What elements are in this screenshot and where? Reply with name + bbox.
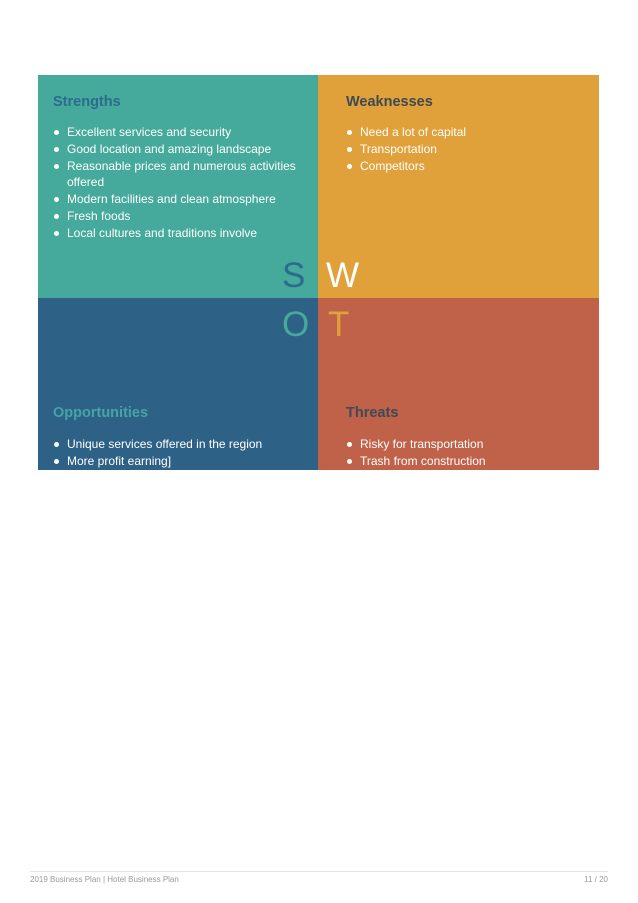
list-item: Excellent services and security xyxy=(53,124,298,141)
footer-page-number: 11 / 20 xyxy=(584,875,608,884)
opportunities-list xyxy=(53,436,303,520)
list-item: Local cultures and traditions involve xyxy=(53,225,298,242)
list-item: Job opportunities xyxy=(53,503,303,520)
strengths-list xyxy=(53,124,298,242)
swot-letter-t: T xyxy=(328,305,350,344)
list-item: Fresh foods xyxy=(53,208,298,225)
weaknesses-quadrant xyxy=(318,75,599,298)
list-item: No electricity xyxy=(346,486,586,503)
list-item: Competitors xyxy=(346,158,586,175)
list-item: Good location and amazing landscape xyxy=(53,141,298,158)
footer-divider xyxy=(30,871,608,872)
threats-quadrant xyxy=(318,298,599,519)
threats-list xyxy=(346,436,586,520)
list-item: Transportation xyxy=(346,141,586,158)
swot-letter-w: W xyxy=(326,256,360,295)
swot-letter-s: S xyxy=(282,256,306,295)
swot-matrix xyxy=(38,75,599,519)
list-item: More visitors xyxy=(53,470,303,487)
footer-document-title: 2019 Business Plan | Hotel Business Plan xyxy=(30,875,179,884)
list-item: Modern facilities and clean atmosphere xyxy=(53,191,298,208)
list-item: Need a lot of capital xyxy=(346,124,586,141)
list-item: Trash from construction xyxy=(346,453,586,470)
list-item: Reasonable prices and numerous activities offered xyxy=(53,158,298,192)
weaknesses-list xyxy=(346,124,586,174)
list-item: Risky for transportation xyxy=(346,436,586,453)
opportunities-quadrant xyxy=(38,298,318,519)
threats-title: Threats xyxy=(346,405,399,421)
strengths-quadrant xyxy=(38,75,318,298)
list-item: Increase GDP in the country xyxy=(53,486,303,503)
list-item: Unique services offered in the region xyxy=(53,436,303,453)
list-item: Weather and natural xyxy=(346,503,586,520)
strengths-title: Strengths xyxy=(53,94,121,110)
opportunities-title: Opportunities xyxy=(53,405,149,421)
weaknesses-title: Weaknesses xyxy=(346,94,433,110)
list-item: More profit earning] xyxy=(53,453,303,470)
list-item: No clean water xyxy=(346,470,586,487)
swot-letter-o: O xyxy=(282,305,310,344)
